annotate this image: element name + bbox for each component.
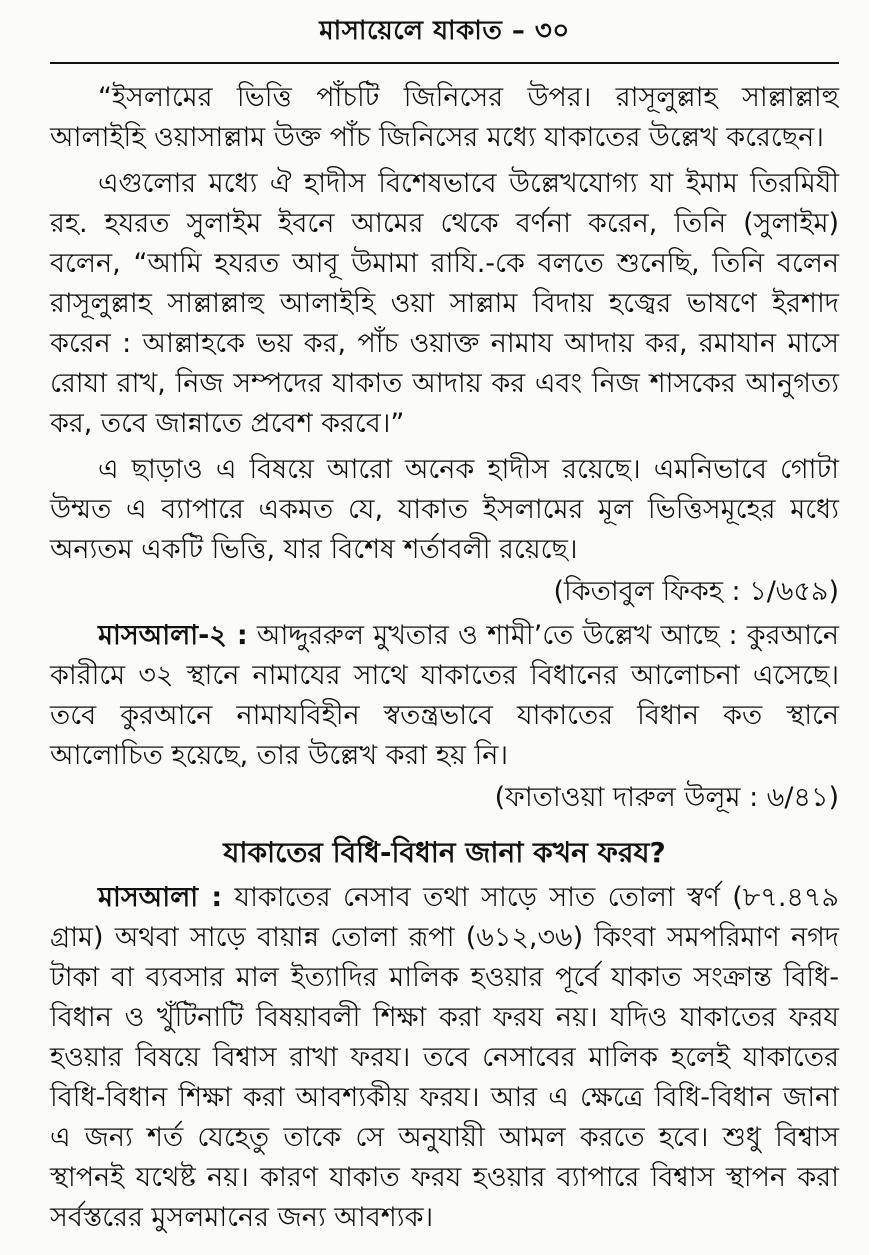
running-header xyxy=(50,0,839,64)
paragraph-1: “ইসলামের ভিত্তি পাঁচটি জিনিসের উপর। রাসূলুল্লাহ সাল্লাল্লাহু আলাইহি ওয়াসাল্লাম উক্ত পাঁচ জিনিসের মধ্যে যাকাতের উল্লেখ করেছেন। xyxy=(50,82,839,153)
masala-2-label: মাসআলা-২ : xyxy=(98,620,248,651)
running-title: মাসায়েলে যাকাত – ৩০ xyxy=(319,16,570,46)
citation-fatawa-darul-uloom: (ফাতাওয়া দারুল উলূম : ৬/৪১) xyxy=(494,782,839,813)
section-masala-paragraph xyxy=(50,878,839,1238)
section-heading: যাকাতের বিধি-বিধান জানা কখন ফরয? xyxy=(223,836,666,869)
masala-2-text: আদ্দুররুল মুখতার ও শামী’তে উল্লেখ আছে : কুরআনে কারীমে ৩২ স্থানে নামাযের সাথে যাকাতের বিধানের আলোচনা এসেছে। তবে কুরআনে নামাযবিহীন স্বতন্ত্রভাবে যাকাতের বিধান কত স্থানে আলোচিত হয়েছে, তার উল্লেখ করা হয় নি। xyxy=(50,620,839,771)
masala-2-paragraph xyxy=(50,616,839,776)
section-masala-label: মাসআলা : xyxy=(98,882,223,913)
paragraph-3: এ ছাড়াও এ বিষয়ে আরো অনেক হাদীস রয়েছে। এমনিভাবে গোটা উম্মত এ ব্যাপারে একমত যে, যাকাত ইসলামের মূল ভিত্তিসমূহের মধ্যে অন্যতম একটি ভিত্তি, যার বিশেষ শর্তাবলী রয়েছে। xyxy=(50,454,839,565)
citation-kitabul-fiqh: (কিতাবুল ফিকহ : ১/৬৫৯) xyxy=(553,576,839,607)
section-masala-text: যাকাতের নেসাব তথা সাড়ে সাত তোলা স্বর্ণ (৮৭.৪৭৯ গ্রাম) অথবা সাড়ে বায়ান্ন তোলা রূপা (৬১২,৩৬) কিংবা সমপরিমাণ নগদ টাকা বা ব্যবসার মাল ইত্যাদির মালিক হওয়ার পূর্বে যাকাত সংক্রান্ত বিধি-বিধান ও খুঁটিনাটি বিষয়াবলী শিক্ষা করা ফরয নয়। যদিও যাকাতের ফরয হওয়ার বিষয়ে বিশ্বাস রাখা ফরয। তবে নেসাবের মালিক হলেই যাকাতের বিধি-বিধান শিক্ষা করা আবশ্যকীয় ফরয। আর এ ক্ষেত্রে বিধি-বিধান জানা এ জন্য শর্ত যেহেতু তাকে সে অনুযায়ী আমল করতে হবে। শুধু বিশ্বাস স্থাপনই যথেষ্ট নয়। কারণ যাকাত ফরয হওয়ার ব্যাপারে বিশ্বাস স্থাপন করা সর্বস্তরের মুসলমানের জন্য আবশ্যক। xyxy=(50,882,839,1233)
page-body xyxy=(50,78,839,1238)
paragraph-2: এগুলোর মধ্যে ঐ হাদীস বিশেষভাবে উল্লেখযোগ্য যা ইমাম তিরমিযী রহ. হযরত সুলাইম ইবনে আমের থেকে বর্ণনা করেন, তিনি (সুলাইম) বলেন, “আমি হযরত আবূ উমামা রাযি.-কে বলতে শুনেছি, তিনি বলেন রাসূলুল্লাহ সাল্লাল্লাহু আলাইহি ওয়া সাল্লাম বিদায় হজ্বের ভাষণে ইরশাদ করেন : আল্লাহকে ভয় কর, পাঁচ ওয়াক্ত নামায আদায় কর, রমাযান মাসে রোযা রাখ, নিজ সম্পদের যাকাত আদায় কর এবং নিজ শাসকের আনুগত্য কর, তবে জান্নাতে প্রবেশ করবে।” xyxy=(50,168,839,439)
